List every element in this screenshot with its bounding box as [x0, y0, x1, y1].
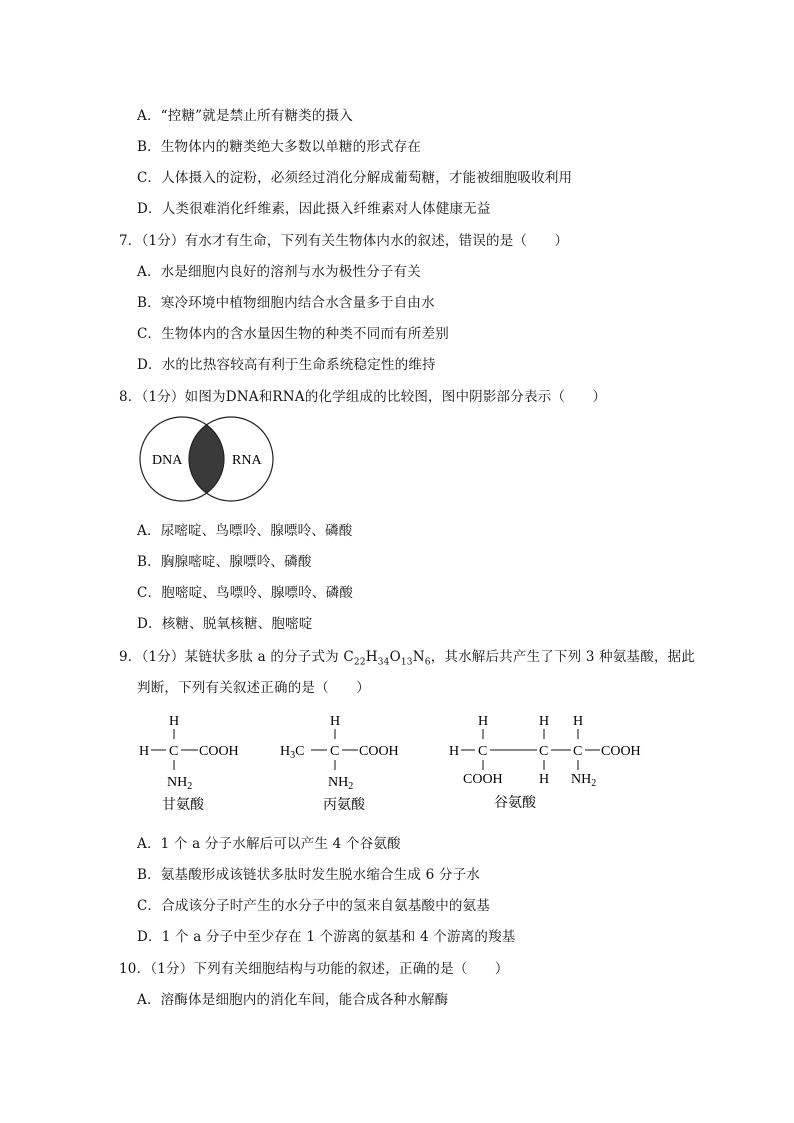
q8-stem: 8．（1分）如图为DNA和RNA的化学组成的比较图，图中阴影部分表示（ ） — [119, 389, 607, 405]
alanine-cooh: COOH — [359, 744, 399, 759]
glutamate-structure — [446, 708, 660, 816]
q6-option-a: A．“控糖”就是禁止所有糖类的摄入 — [137, 108, 353, 124]
glycine-name: 甘氨酸 — [162, 798, 204, 813]
q9-option-b: B．氨基酸形成该链状多肽时发生脱水缩合生成 6 分子水 — [137, 867, 480, 883]
glycine-nh2: $NH_2$ — [167, 775, 193, 792]
q7-option-c: C．生物体内的含水量因生物的种类不同而有所差别 — [137, 326, 449, 342]
glutamate-name: 谷氨酸 — [494, 796, 536, 811]
formula-o-count: 13 — [400, 657, 413, 668]
q9-stem-suffix: ，其水解后共产生了下列 3 种氨基酸，据此 — [430, 649, 696, 665]
q7-stem: 7．（1分）有水才有生命，下列有关生物体内水的叙述，错误的是（ ） — [119, 233, 569, 249]
q10-stem: 10．（1分）下列有关细胞结构与功能的叙述，正确的是（ ） — [119, 961, 509, 977]
alanine-alpha-c: C — [330, 744, 340, 759]
glycine-alpha-c: C — [169, 744, 179, 759]
glu-c1: C — [478, 744, 488, 759]
glycine-cooh: COOH — [199, 744, 239, 759]
q8-option-c: C．胞嘧啶、鸟嘌呤、腺嘌呤、磷酸 — [137, 585, 354, 601]
q9-stem — [119, 645, 695, 668]
glu-left-h: H — [449, 744, 460, 759]
formula-c-count: 22 — [353, 657, 366, 668]
q9-option-a: A．1 个 a 分子水解后可以产生 4 个谷氨酸 — [137, 836, 401, 852]
q9-option-c: C．合成该分子时产生的水分子中的氢来自氨基酸中的氨基 — [137, 898, 491, 914]
q6-option-d: D．人类很难消化纤维素，因此摄入纤维素对人体健康无益 — [137, 201, 491, 217]
venn-rna-label: RNA — [232, 453, 262, 468]
glycine-left-h: H — [139, 744, 150, 759]
glu-c3-top-h: H — [573, 714, 584, 729]
alanine-name: 丙氨酸 — [323, 798, 365, 813]
glu-c2-bottom-h: H — [539, 772, 550, 787]
q8-option-a: A．尿嘧啶、鸟嘌呤、腺嘌呤、磷酸 — [137, 523, 353, 539]
formula-n-symbol: N — [412, 649, 425, 665]
q7-option-a: A．水是细胞内良好的溶剂与水为极性分子有关 — [137, 264, 421, 280]
glu-nh2: $NH_2$ — [571, 772, 597, 789]
alanine-nh2: $NH_2$ — [328, 775, 354, 792]
glu-side-cooh: COOH — [463, 772, 503, 787]
glu-c2-top-h: H — [539, 714, 550, 729]
glycine-structure — [136, 708, 256, 816]
q7-option-d: D．水的比热容较高有利于生命系统稳定性的维持 — [137, 357, 436, 373]
q7-option-b: B．寒冷环境中植物细胞内结合水含量多于自由水 — [137, 295, 435, 311]
alanine-structure — [278, 708, 418, 816]
formula-h-symbol: H — [365, 649, 378, 665]
q9-stem-prefix: 9．（1分）某链状多肽 a 的分子式为 C — [119, 649, 354, 665]
formula-h-count: 34 — [377, 657, 390, 668]
q6-option-c: C．人体摄入的淀粉，必须经过消化分解成葡萄糖，才能被细胞吸收利用 — [137, 170, 573, 186]
formula-n-count: 6 — [424, 657, 431, 668]
q10-option-a: A．溶酶体是细胞内的消化车间，能合成各种水解酶 — [137, 992, 449, 1008]
q6-option-b: B．生物体内的糖类绝大多数以单糖的形式存在 — [137, 139, 422, 155]
dna-rna-venn-diagram — [138, 416, 276, 504]
q9-option-d: D．1 个 a 分子中至少存在 1 个游离的氨基和 4 个游离的羧基 — [137, 929, 516, 945]
q9-stem-line2: 判断，下列有关叙述正确的是（ ） — [137, 680, 370, 696]
glu-alpha-cooh: COOH — [601, 744, 641, 759]
formula-o-symbol: O — [389, 649, 401, 665]
q8-option-b: B．胸腺嘧啶、腺嘌呤、磷酸 — [137, 554, 312, 570]
glu-c3: C — [573, 744, 583, 759]
glu-c2: C — [539, 744, 549, 759]
alanine-methyl: $H_3C$ — [280, 744, 305, 761]
q8-option-d: D．核糖、脱氧核糖、胞嘧啶 — [137, 616, 313, 632]
venn-dna-label: DNA — [152, 453, 183, 468]
glycine-top-h: H — [169, 714, 180, 729]
alanine-top-h: H — [330, 714, 341, 729]
glu-c1-top-h: H — [478, 714, 489, 729]
